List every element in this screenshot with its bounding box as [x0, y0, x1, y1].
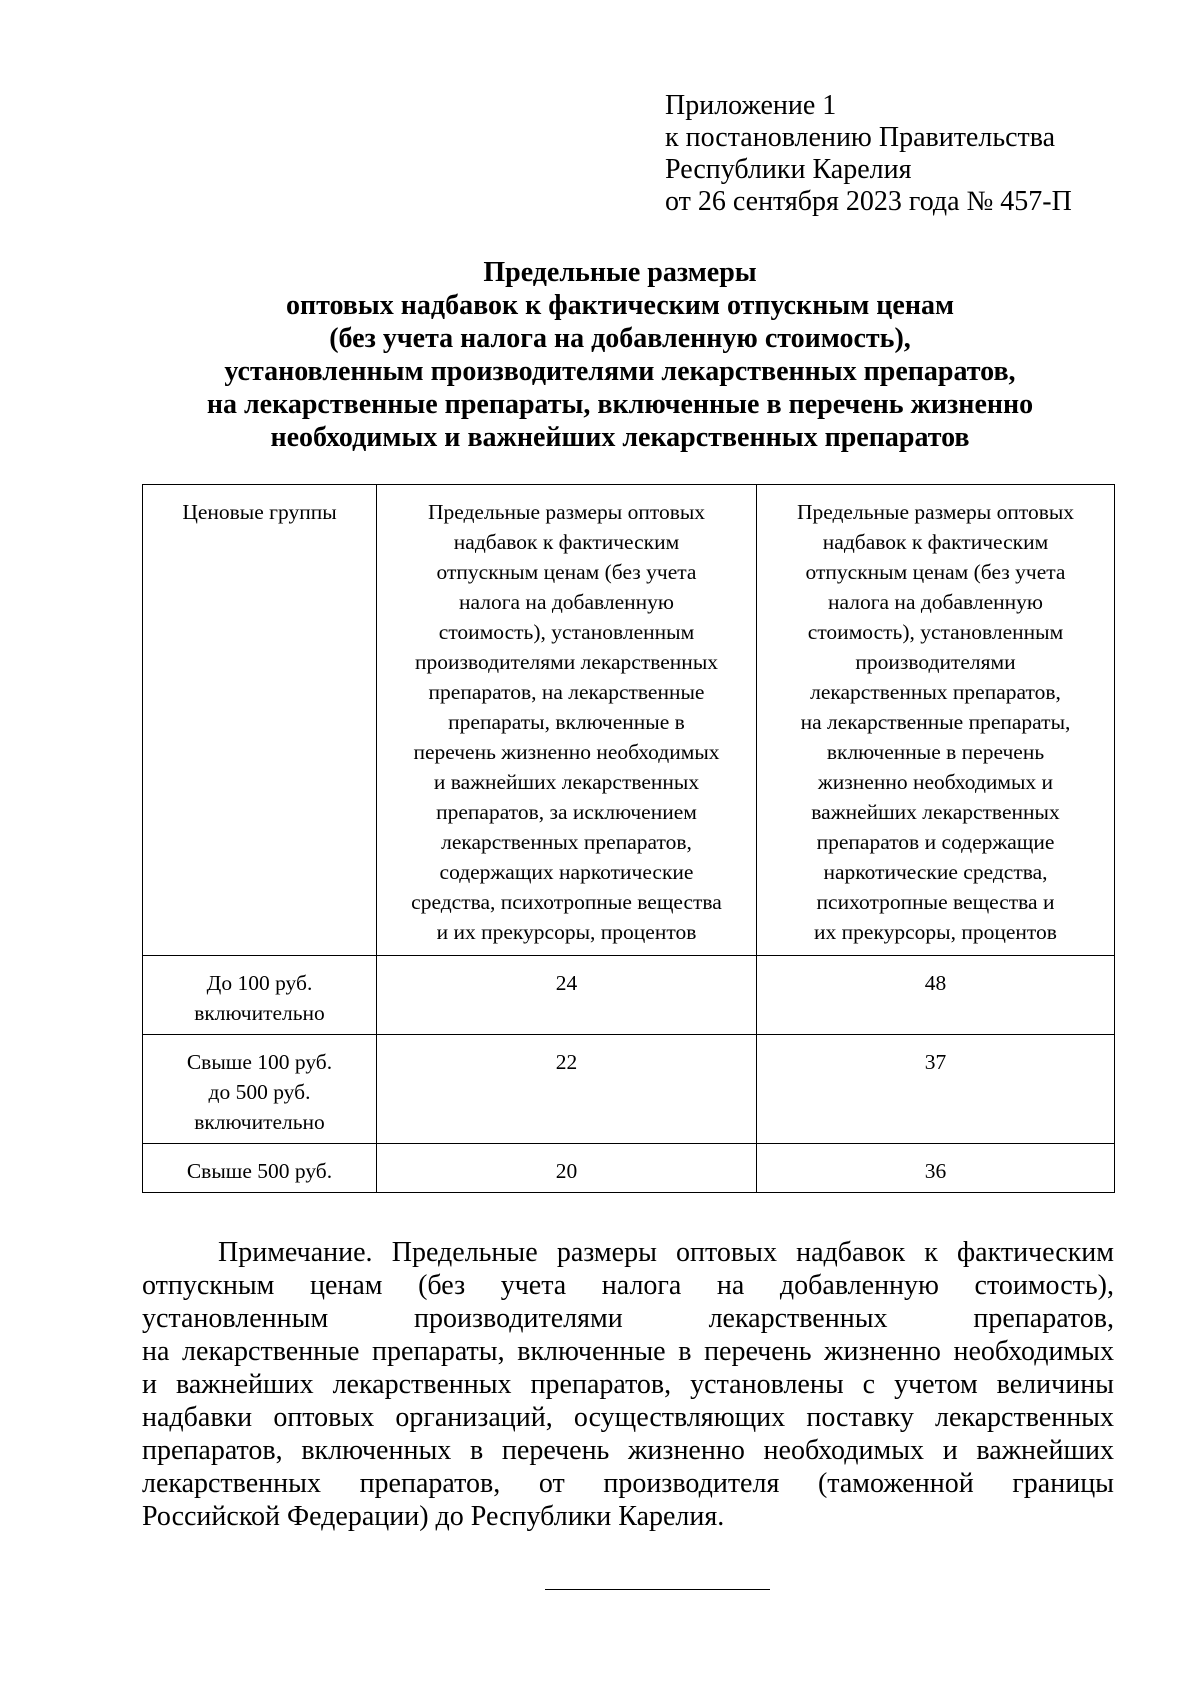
- title-line: Предельные размеры: [483, 257, 757, 288]
- note-line: установленным производителями лекарственных препаратов,: [142, 1303, 1114, 1334]
- header-line: психотропные вещества и: [816, 890, 1055, 914]
- header-line: важнейших лекарственных: [811, 800, 1060, 824]
- table-header-row: [143, 485, 1115, 956]
- title-line: оптовых надбавок к фактическим отпускным ценам: [285, 290, 955, 321]
- table-row: [143, 956, 1115, 1035]
- note-line: и важнейших лекарственных препаратов, установлены с учетом величины: [142, 1369, 1114, 1400]
- header-markup-general: [377, 485, 757, 956]
- header-line: жизненно необходимых и: [817, 770, 1054, 794]
- header-line: стоимость), установленным: [438, 620, 695, 644]
- table-row: [143, 1035, 1115, 1144]
- note-line: Российской Федерации) до Республики Карелия.: [142, 1501, 725, 1532]
- header-line: препаратов и содержащие: [816, 830, 1055, 854]
- document-title: [140, 256, 1100, 454]
- header-line: Предельные размеры оптовых: [427, 500, 706, 524]
- title-line: необходимых и важнейших лекарственных препаратов: [270, 422, 970, 453]
- markup-general-value: 22: [377, 1035, 757, 1144]
- price-group-line: Свыше 500 руб.: [186, 1159, 333, 1183]
- header-markup-narcotic: [757, 485, 1115, 956]
- note-line: препаратов, включенных в перечень жизненно необходимых и важнейших: [142, 1435, 1114, 1466]
- annex-line: от 26 сентября 2023 года № 457-П: [665, 186, 1072, 217]
- markup-table: [142, 484, 1115, 1193]
- price-group-line: до 500 руб.: [208, 1080, 311, 1104]
- header-price-groups: [143, 485, 377, 956]
- note-line: лекарственных препаратов, от производителя (таможенной границы: [142, 1468, 1114, 1499]
- markup-general-value: 24: [377, 956, 757, 1035]
- header-line: препараты, включенные в: [448, 710, 685, 734]
- header-line: лекарственных препаратов,: [810, 680, 1061, 704]
- markup-narcotic-value: 37: [757, 1035, 1115, 1144]
- header-line: надбавок к фактическим: [453, 530, 680, 554]
- note-line: отпускным ценам (без учета налога на добавленную стоимость),: [142, 1270, 1114, 1301]
- markup-narcotic-value: 36: [757, 1144, 1115, 1193]
- header-line: Предельные размеры оптовых: [796, 500, 1075, 524]
- price-group-line: включительно: [194, 1110, 325, 1134]
- price-group-cell: [143, 1144, 377, 1193]
- header-line: стоимость), установленным: [807, 620, 1064, 644]
- header-line: налога на добавленную: [827, 590, 1043, 614]
- header-line: и их прекурсоры, процентов: [436, 920, 697, 944]
- title-line: (без учета налога на добавленную стоимость),: [329, 323, 911, 354]
- annex-line: к постановлению Правительства: [665, 122, 1056, 153]
- separator-line: [545, 1589, 770, 1590]
- header-line: производителями: [855, 650, 1016, 674]
- header-line: содержащих наркотические: [439, 860, 694, 884]
- header-line: производителями лекарственных: [414, 650, 719, 674]
- header-line: надбавок к фактическим: [822, 530, 1049, 554]
- note-line: Примечание. Предельные размеры оптовых надбавок к фактическим: [218, 1237, 1114, 1268]
- price-group-line: включительно: [194, 1001, 325, 1025]
- note-line: на лекарственные препараты, включенные в перечень жизненно необходимых: [142, 1336, 1114, 1367]
- header-line: лекарственных препаратов,: [441, 830, 692, 854]
- table-row: [143, 1144, 1115, 1193]
- annex-header: [665, 90, 1072, 218]
- title-line: на лекарственные препараты, включенные в перечень жизненно: [206, 389, 1034, 420]
- header-line: налога на добавленную: [458, 590, 674, 614]
- header-line: их прекурсоры, процентов: [814, 920, 1057, 944]
- price-group-cell: [143, 956, 377, 1035]
- price-group-line: Свыше 100 руб.: [186, 1050, 333, 1074]
- header-line: на лекарственные препараты,: [800, 710, 1071, 734]
- markup-general-value: 20: [377, 1144, 757, 1193]
- header-line: отпускным ценам (без учета: [436, 560, 697, 584]
- header-line: препаратов, на лекарственные: [428, 680, 705, 704]
- note-paragraph: [142, 1236, 1114, 1533]
- annex-line: Приложение 1: [665, 90, 837, 121]
- header-line: и важнейших лекарственных: [433, 770, 700, 794]
- annex-line: Республики Карелия: [665, 154, 912, 185]
- price-group-cell: [143, 1035, 377, 1144]
- header-line: наркотические средства,: [823, 860, 1048, 884]
- header-line: включенные в перечень: [826, 740, 1045, 764]
- price-group-line: До 100 руб.: [206, 971, 313, 995]
- markup-narcotic-value: 48: [757, 956, 1115, 1035]
- title-line: установленным производителями лекарственных препаратов,: [224, 356, 1016, 387]
- header-line: средства, психотропные вещества: [411, 890, 722, 914]
- header-line: препаратов, за исключением: [436, 800, 697, 824]
- header-line: Ценовые группы: [182, 500, 337, 524]
- header-line: перечень жизненно необходимых: [413, 740, 720, 764]
- header-line: отпускным ценам (без учета: [805, 560, 1066, 584]
- note-line: надбавки оптовых организаций, осуществляющих поставку лекарственных: [142, 1402, 1114, 1433]
